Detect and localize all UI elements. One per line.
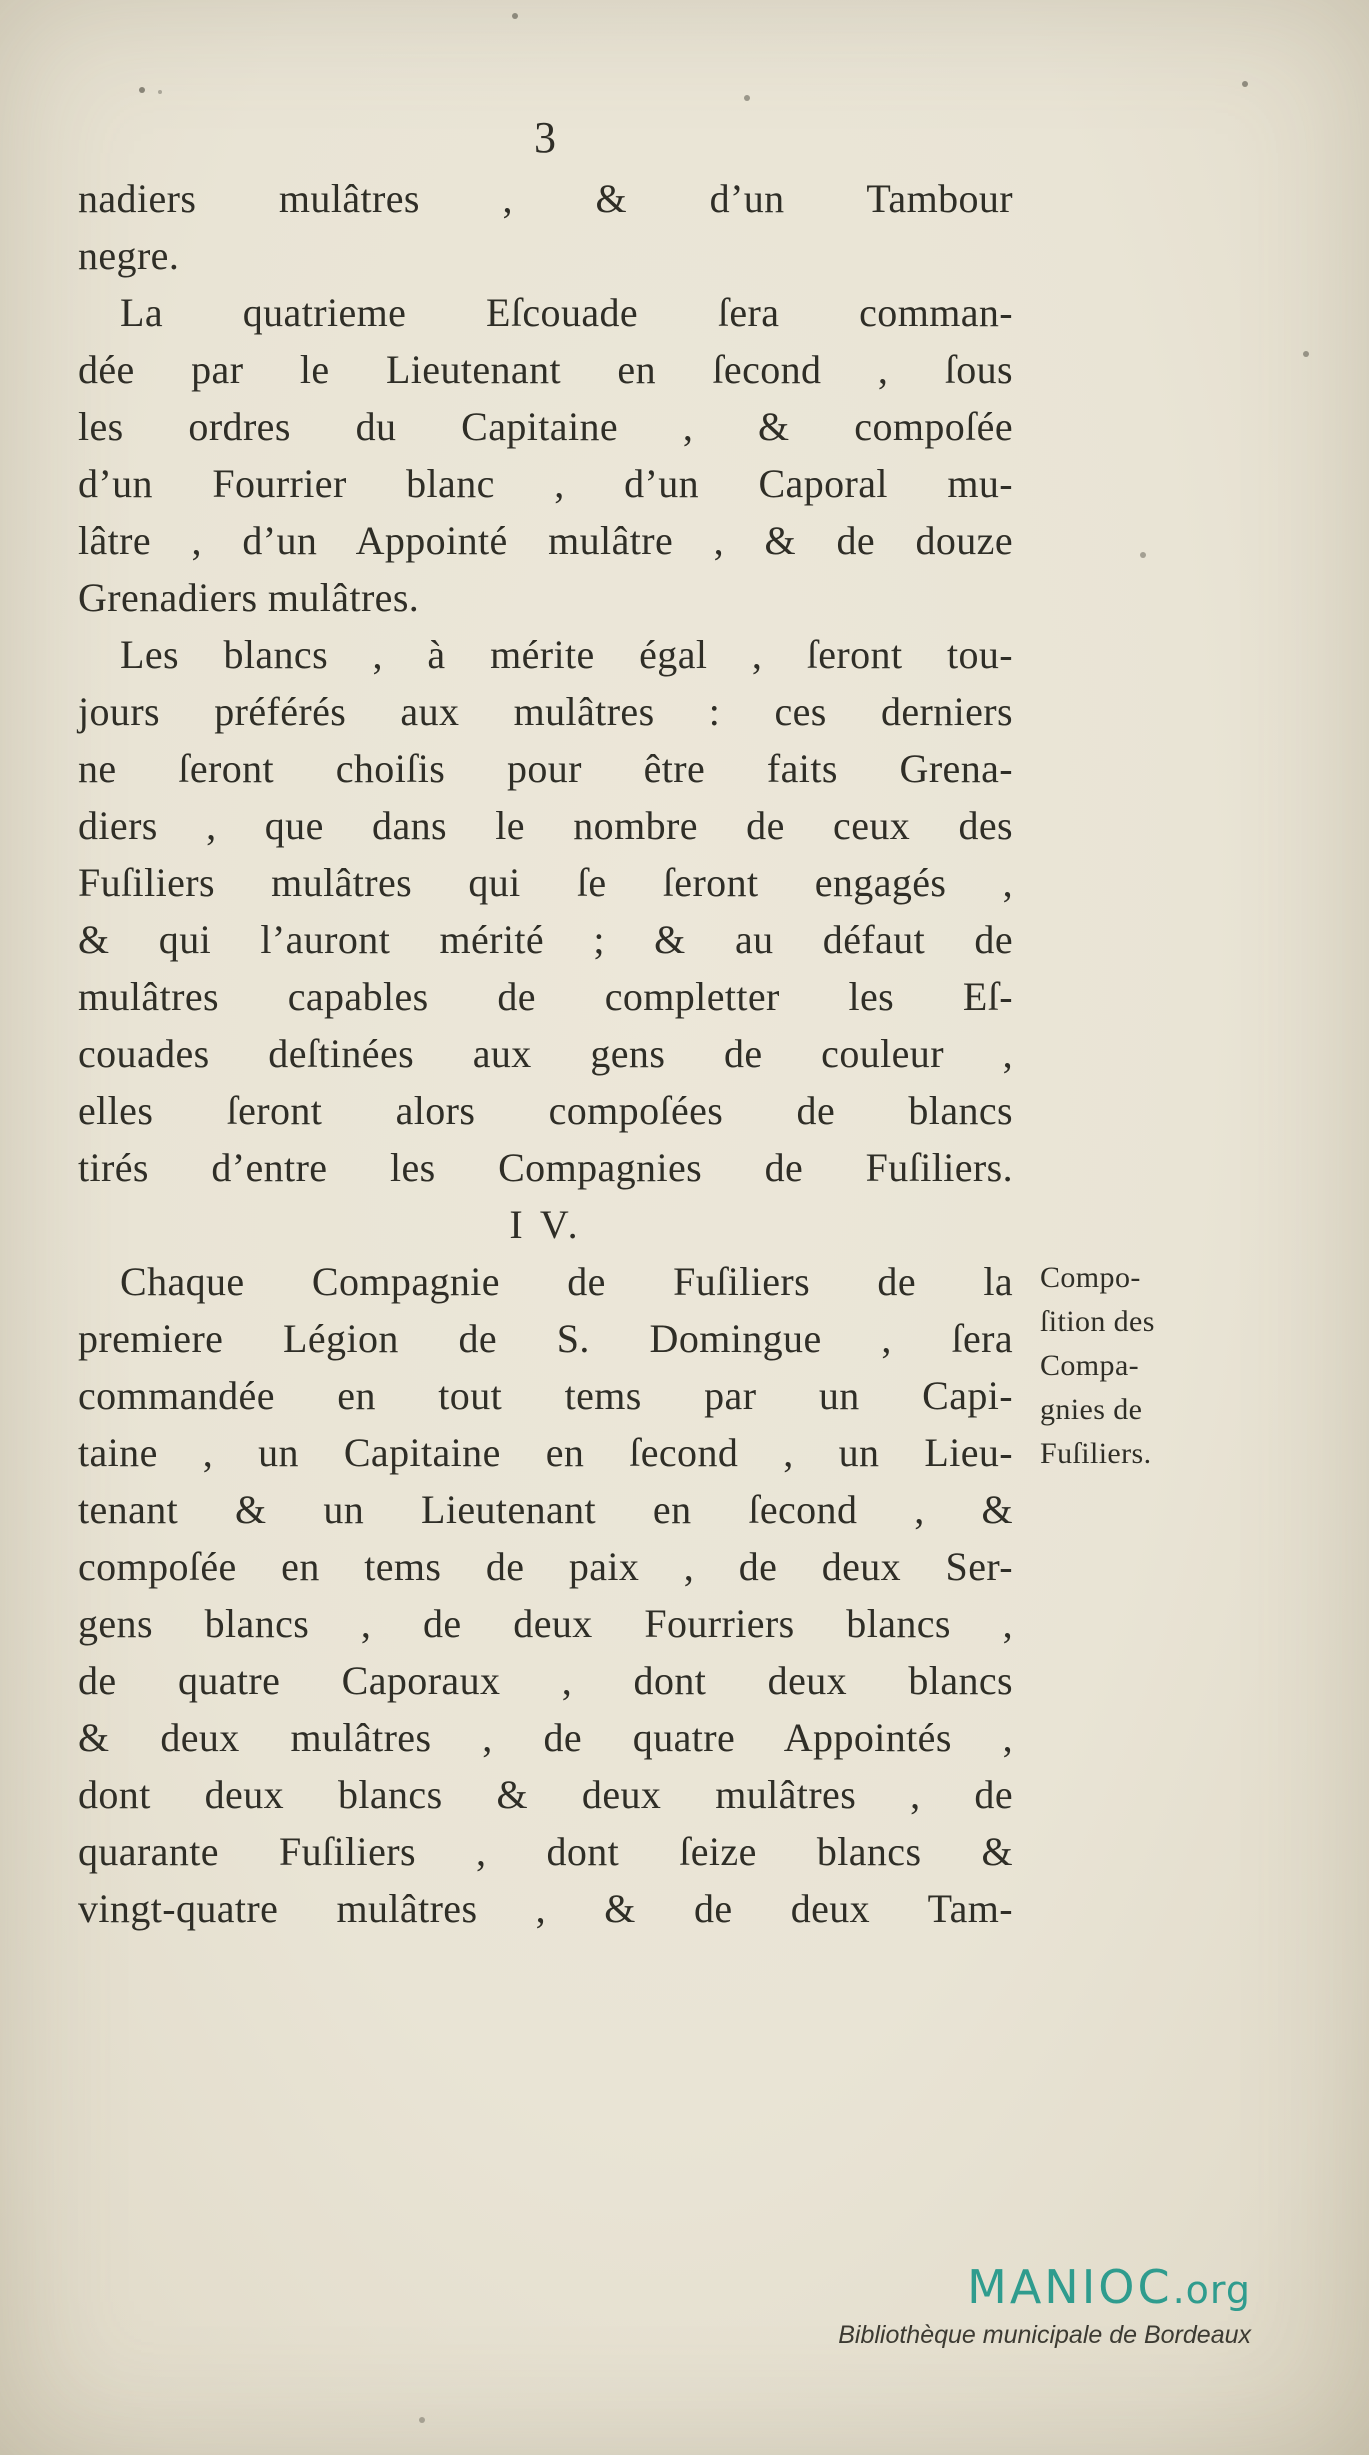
manioc-logo [838, 2262, 1251, 2315]
manioc-logo-suffix: .org [1172, 2268, 1251, 2312]
margin-note-line: gnies de [1040, 1393, 1143, 1426]
body-text [78, 170, 1013, 1937]
library-name: Bibliothèque municipale de Bordeaux [838, 2321, 1251, 2349]
manioc-logo-text: MANIOC [967, 2260, 1173, 2314]
text-line: Chaque Compagnie de Fuſiliers de la [120, 1259, 1013, 1304]
text-line: premiere Légion de S. Domingue , ſera [78, 1316, 1013, 1361]
text-line: quarante Fuſiliers , dont ſeize blancs & [78, 1829, 1013, 1874]
text-line: jours préférés aux mulâtres : ces derniers [78, 689, 1013, 734]
text-line: Les blancs , à mérite égal , ſeront tou- [120, 632, 1013, 677]
scan-specks [0, 0, 4, 4]
text-line: diers , que dans le nombre de ceux des [78, 803, 1013, 848]
margin-note [1040, 1256, 1290, 1476]
section-heading: I V. [509, 1202, 582, 1247]
text-line: dée par le Lieutenant en ſecond , ſous [78, 347, 1013, 392]
text-line: tenant & un Lieutenant en ſecond , & [78, 1487, 1013, 1532]
text-line: lâtre , d’un Appointé mulâtre , & de douze [78, 518, 1013, 563]
text-line: taine , un Capitaine en ſecond , un Lieu- [78, 1430, 1013, 1475]
text-line: compoſée en tems de paix , de deux Ser- [78, 1544, 1013, 1589]
text-line: gens blancs , de deux Fourriers blancs , [78, 1601, 1013, 1646]
margin-note-line: Fuſiliers. [1040, 1437, 1152, 1470]
text-line: les ordres du Capitaine , & compoſée [78, 404, 1013, 449]
text-line: d’un Fourrier blanc , d’un Caporal mu- [78, 461, 1013, 506]
text-line: mulâtres capables de completter les Eſ- [78, 974, 1013, 1019]
text-line: vingt-quatre mulâtres , & de deux Tam- [78, 1886, 1013, 1931]
text-line: commandée en tout tems par un Capi- [78, 1373, 1013, 1418]
page-number: 3 [534, 113, 557, 162]
margin-note-line: Compa- [1040, 1349, 1140, 1382]
text-line: couades deſtinées aux gens de couleur , [78, 1031, 1013, 1076]
footer-stamp [838, 2262, 1251, 2350]
text-line: ne ſeront choiſis pour être faits Grena- [78, 746, 1013, 791]
text-line: & qui l’auront mérité ; & au défaut de [78, 917, 1013, 962]
text-line: negre. [78, 233, 180, 278]
text-line: tirés d’entre les Compagnies de Fuſiliers. [78, 1145, 1013, 1190]
text-line: La quatrieme Eſcouade ſera comman- [120, 290, 1013, 335]
text-line: de quatre Caporaux , dont deux blancs [78, 1658, 1013, 1703]
margin-note-line: ſition des [1040, 1305, 1155, 1338]
text-line: & deux mulâtres , de quatre Appointés , [78, 1715, 1013, 1760]
text-line: dont deux blancs & deux mulâtres , de [78, 1772, 1013, 1817]
text-line: Fuſiliers mulâtres qui ſe ſeront engagés , [78, 860, 1013, 905]
margin-note-line: Compo- [1040, 1261, 1141, 1294]
text-line: elles ſeront alors compoſées de blancs [78, 1088, 1013, 1133]
text-line: nadiers mulâtres , & d’un Tambour [78, 176, 1013, 221]
text-line: Grenadiers mulâtres. [78, 575, 420, 620]
